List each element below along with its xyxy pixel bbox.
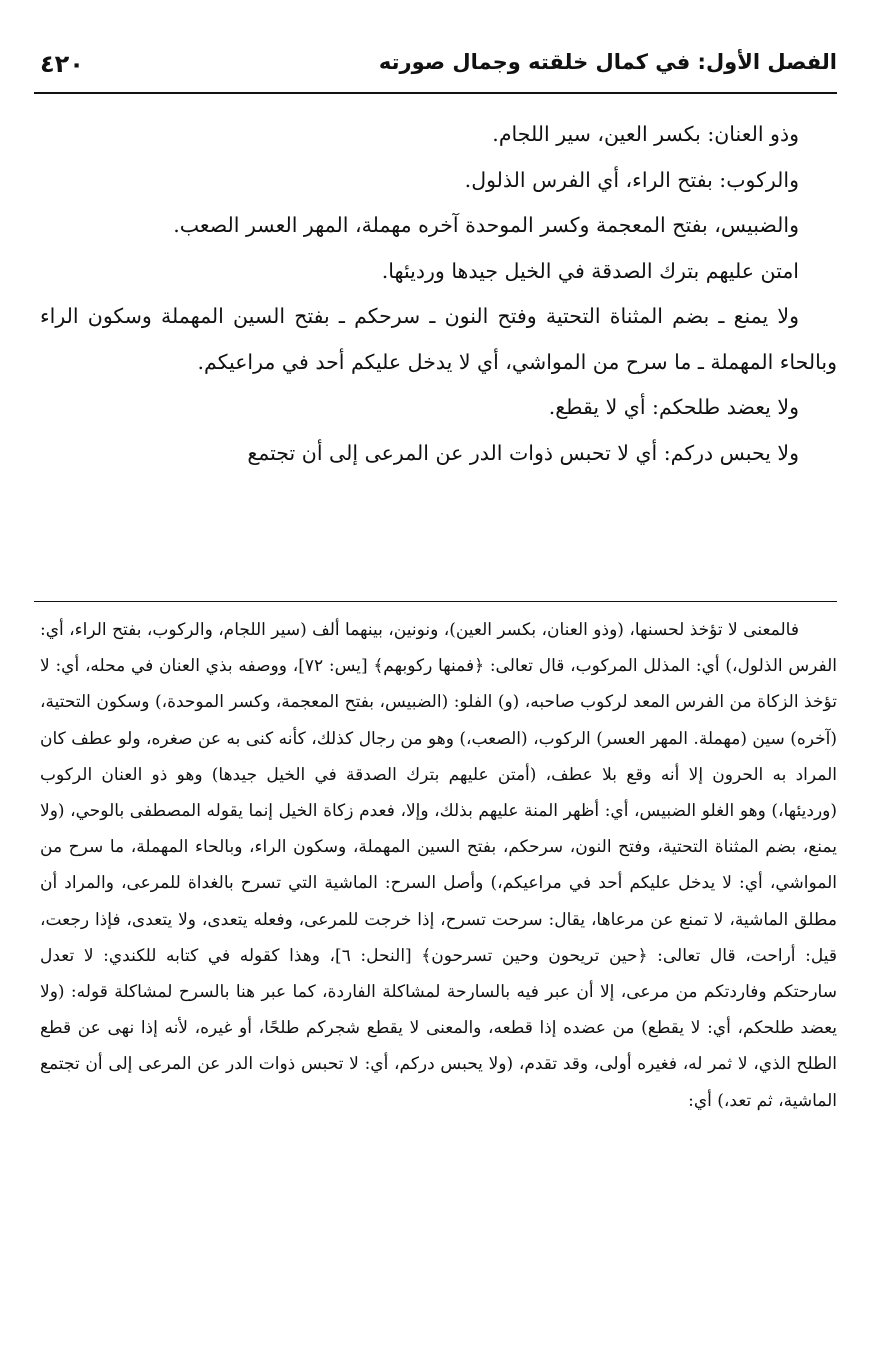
footnote-separator [34,601,837,602]
page-number: ٤٢٠ [40,50,84,78]
main-paragraph: ولا يحبس دركم: أي لا تحبس ذوات الدر عن المرعى إلى أن تجتمع [247,440,799,465]
main-paragraph: امتن عليهم بترك الصدقة في الخيل جيدها ورديئها. [381,258,799,283]
main-paragraph: ولا يمنع ـ بضم المثناة التحتية وفتح النون ـ سرحكم ـ بفتح السين المهملة وسكون الراء وبالحاء المهملة ـ ما سرح من المواشي، أي لا يدخل عليكم أحد في مراعيكم. [40,304,837,374]
running-title: الفصل الأول: في كمال خلقته وجمال صورته [378,50,837,74]
main-paragraph: وذو العنان: بكسر العين، سير اللجام. [492,122,799,146]
main-paragraph: والضبيس، بفتح المعجمة وكسر الموحدة آخره مهملة، المهر العسر الصعب. [173,213,799,237]
page-header [34,42,837,94]
main-paragraph: ولا يعضد طلحكم: أي لا يقطع. [548,395,799,419]
main-paragraph: والركوب: بفتح الراء، أي الفرس الذلول. [464,167,799,192]
footnote-text: فالمعنى لا تؤخذ لحسنها، (وذو العنان، بكسر العين)، ونونين، بينهما ألف (سير اللجام، والركوب، بفتح الراء، أي: الفرس الذلول،) أي: المذلل المركوب، قال تعالى: ﴿فمنها ركوبهم﴾ [يس: ٧٢]، ووصفه بذي العنان في محله، أي: لا تؤخذ الزكاة من الفرس المعد لركوب صاحبه، (و) الفلو: (الضبيس، بفتح المعجمة، وكسر الموحدة،) وسكون التحتية، (آخره) سين (مهملة. المهر العسر) الركوب، (الصعب،) وهو من رجال كذلك، كأنه كنى به عن صغره، ولو عطف كان المراد به الحرون إلا أنه وقع بلا عطف، (أمتن عليهم بترك الصدقة في الخيل جيدها) وهو ذو العنان الركوب (ورديئها،) وهو الغلو الضبيس، أي: أظهر المنة عليهم بذلك، وإلا، فعدم زكاة الخيل إنما يقوله المصطفى بالوحي، (ولا يمنع، بضم المثناة التحتية، وفتح النون، سرحكم، بفتح السين المهملة، وسكون الراء، وبالحاء المهملة، ما سرح من المواشي، أي: لا يدخل عليكم أحد في مراعيكم،) وأصل السرح: الماشية التي تسرح بالغداة للمرعى، والمراد أن مطلق الماشية، لا تمنع عن مرعاها، يقال: سرحت تسرح، إذا خرجت للمرعى، وفعله يتعدى، ولا يتعدى، فإذا رجعت، قيل: أراحت، قال تعالى: ﴿حين تريحون وحين تسرحون﴾ [النحل: ٦]، وهذا كقوله في كتابه للكندي: لا تعدل سارحتكم وفاردتكم من مرعى، إلا أن عبر فيه بالسارحة لمشاكلة الفاردة، كما عبر هنا بالسرح لمشاكلة قوله: (ولا يعضد طلحكم، أي: لا يقطع) من عضده إذا قطعه، والمعنى لا يقطع شجركم طلحًا، أو غيره، لأنه إذا نهى عن قطع الطلح الذي، لا ثمر له، فغيره أولى، وقد تقدم، (ولا يحبس دركم، أي: لا تحبس ذوات الدر عن المرعى إلى أن تجتمع الماشية، ثم تعد،) أي: [40,620,838,1111]
main-text [40,112,837,476]
footnote-block [40,612,837,1119]
